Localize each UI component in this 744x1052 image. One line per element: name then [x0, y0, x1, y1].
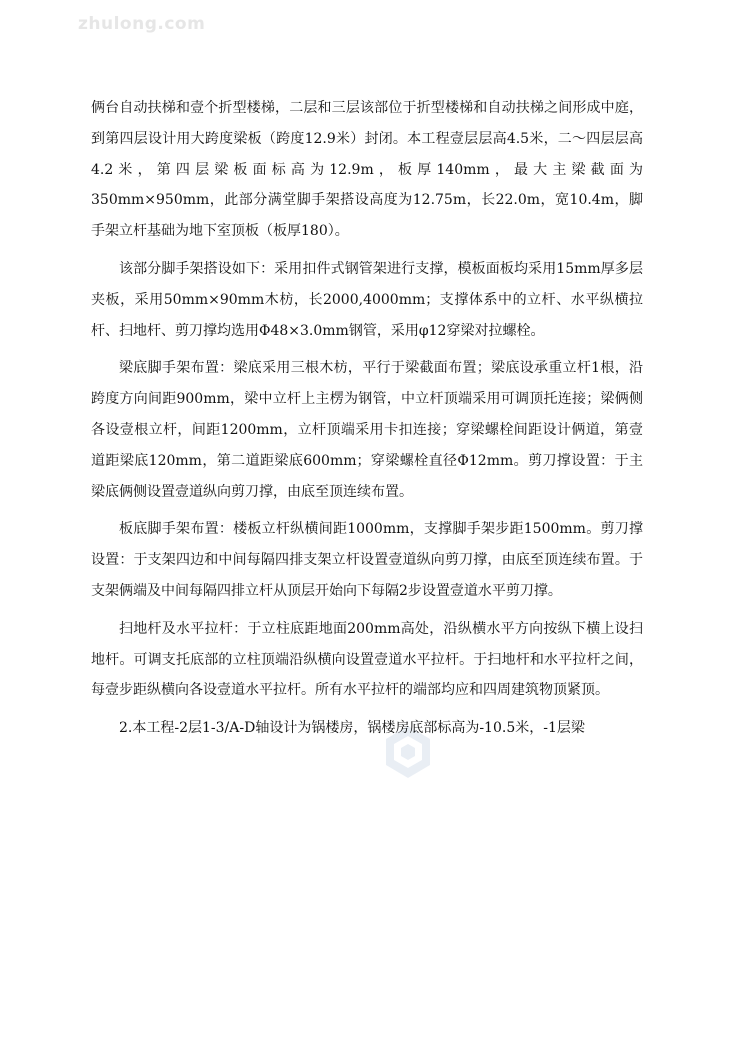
paragraph-5: 扫地杆及水平拉杆：于立柱底距地面200mm高处，沿纵横水平方向按纵下横上设扫地杆。可调支托底部的立柱顶端沿纵横向设置壹道水平拉杆。于扫地杆和水平拉杆之间，每壹步距纵横向各设壹道水平拉杆。所有水平拉杆的端部均应和四周建筑物顶紧顶。 [91, 620, 643, 699]
watermark-logo: zhulong.com [78, 14, 206, 34]
paragraph-3: 梁底脚手架布置：梁底采用三根木枋，平行于梁截面布置；梁底设承重立杆1根，沿跨度方向间距900mm，梁中立杆上主楞为钢管，中立杆顶端采用可调顶托连接；梁俩侧各设壹根立杆，间距1200mm，立杆顶端采用卡扣连接；穿梁螺栓间距设计俩道，第壹道距梁底120mm，第二道距梁底600mm；穿梁螺栓直径Φ12mm。剪刀撑设置：于主梁底俩侧设置壹道纵向剪刀撑，由底至顶连续布置。 [91, 360, 643, 500]
paragraph-6: 2.本工程-2层1-3/A-D轴设计为锅楼房，锅楼房底部标高为-10.5米，-1层梁 [119, 720, 585, 737]
paragraph-4: 板底脚手架布置：楼板立杆纵横间距1000mm，支撑脚手架步距1500mm。剪刀撑设置：于支架四边和中间每隔四排支架立杆设置壹道纵向剪刀撑，由底至顶连续布置。于支架俩端及中间每隔四排立杆从顶层开始向下每隔2步设置壹道水平剪刀撑。 [91, 521, 643, 599]
paragraph-1: 俩台自动扶梯和壹个折型楼梯，二层和三层该部位于折型楼梯和自动扶梯之间形成中庭，到第四层设计用大跨度梁板（跨度12.9米）封闭。本工程壹层层高4.5米，二～四层层高4.2米，第四层梁板面标高为12.9m，板厚140mm，最大主梁截面为350mm×950mm，此部分满堂脚手架搭设高度为12.75m，长22.0m，宽10.4m，脚手架立杆基础为地下室顶板（板厚180）。 [91, 100, 643, 240]
paragraph-2: 该部分脚手架搭设如下：采用扣件式钢管架进行支撑，模板面板均采用15mm厚多层夹板，采用50mm×90mm木枋，长2000,4000mm；支撑体系中的立杆、水平纵横拉杆、扫地杆、剪刀撑均选用Φ48×3.0mm钢管，采用φ12穿梁对拉螺栓。 [91, 260, 643, 339]
document-body [91, 93, 643, 744]
